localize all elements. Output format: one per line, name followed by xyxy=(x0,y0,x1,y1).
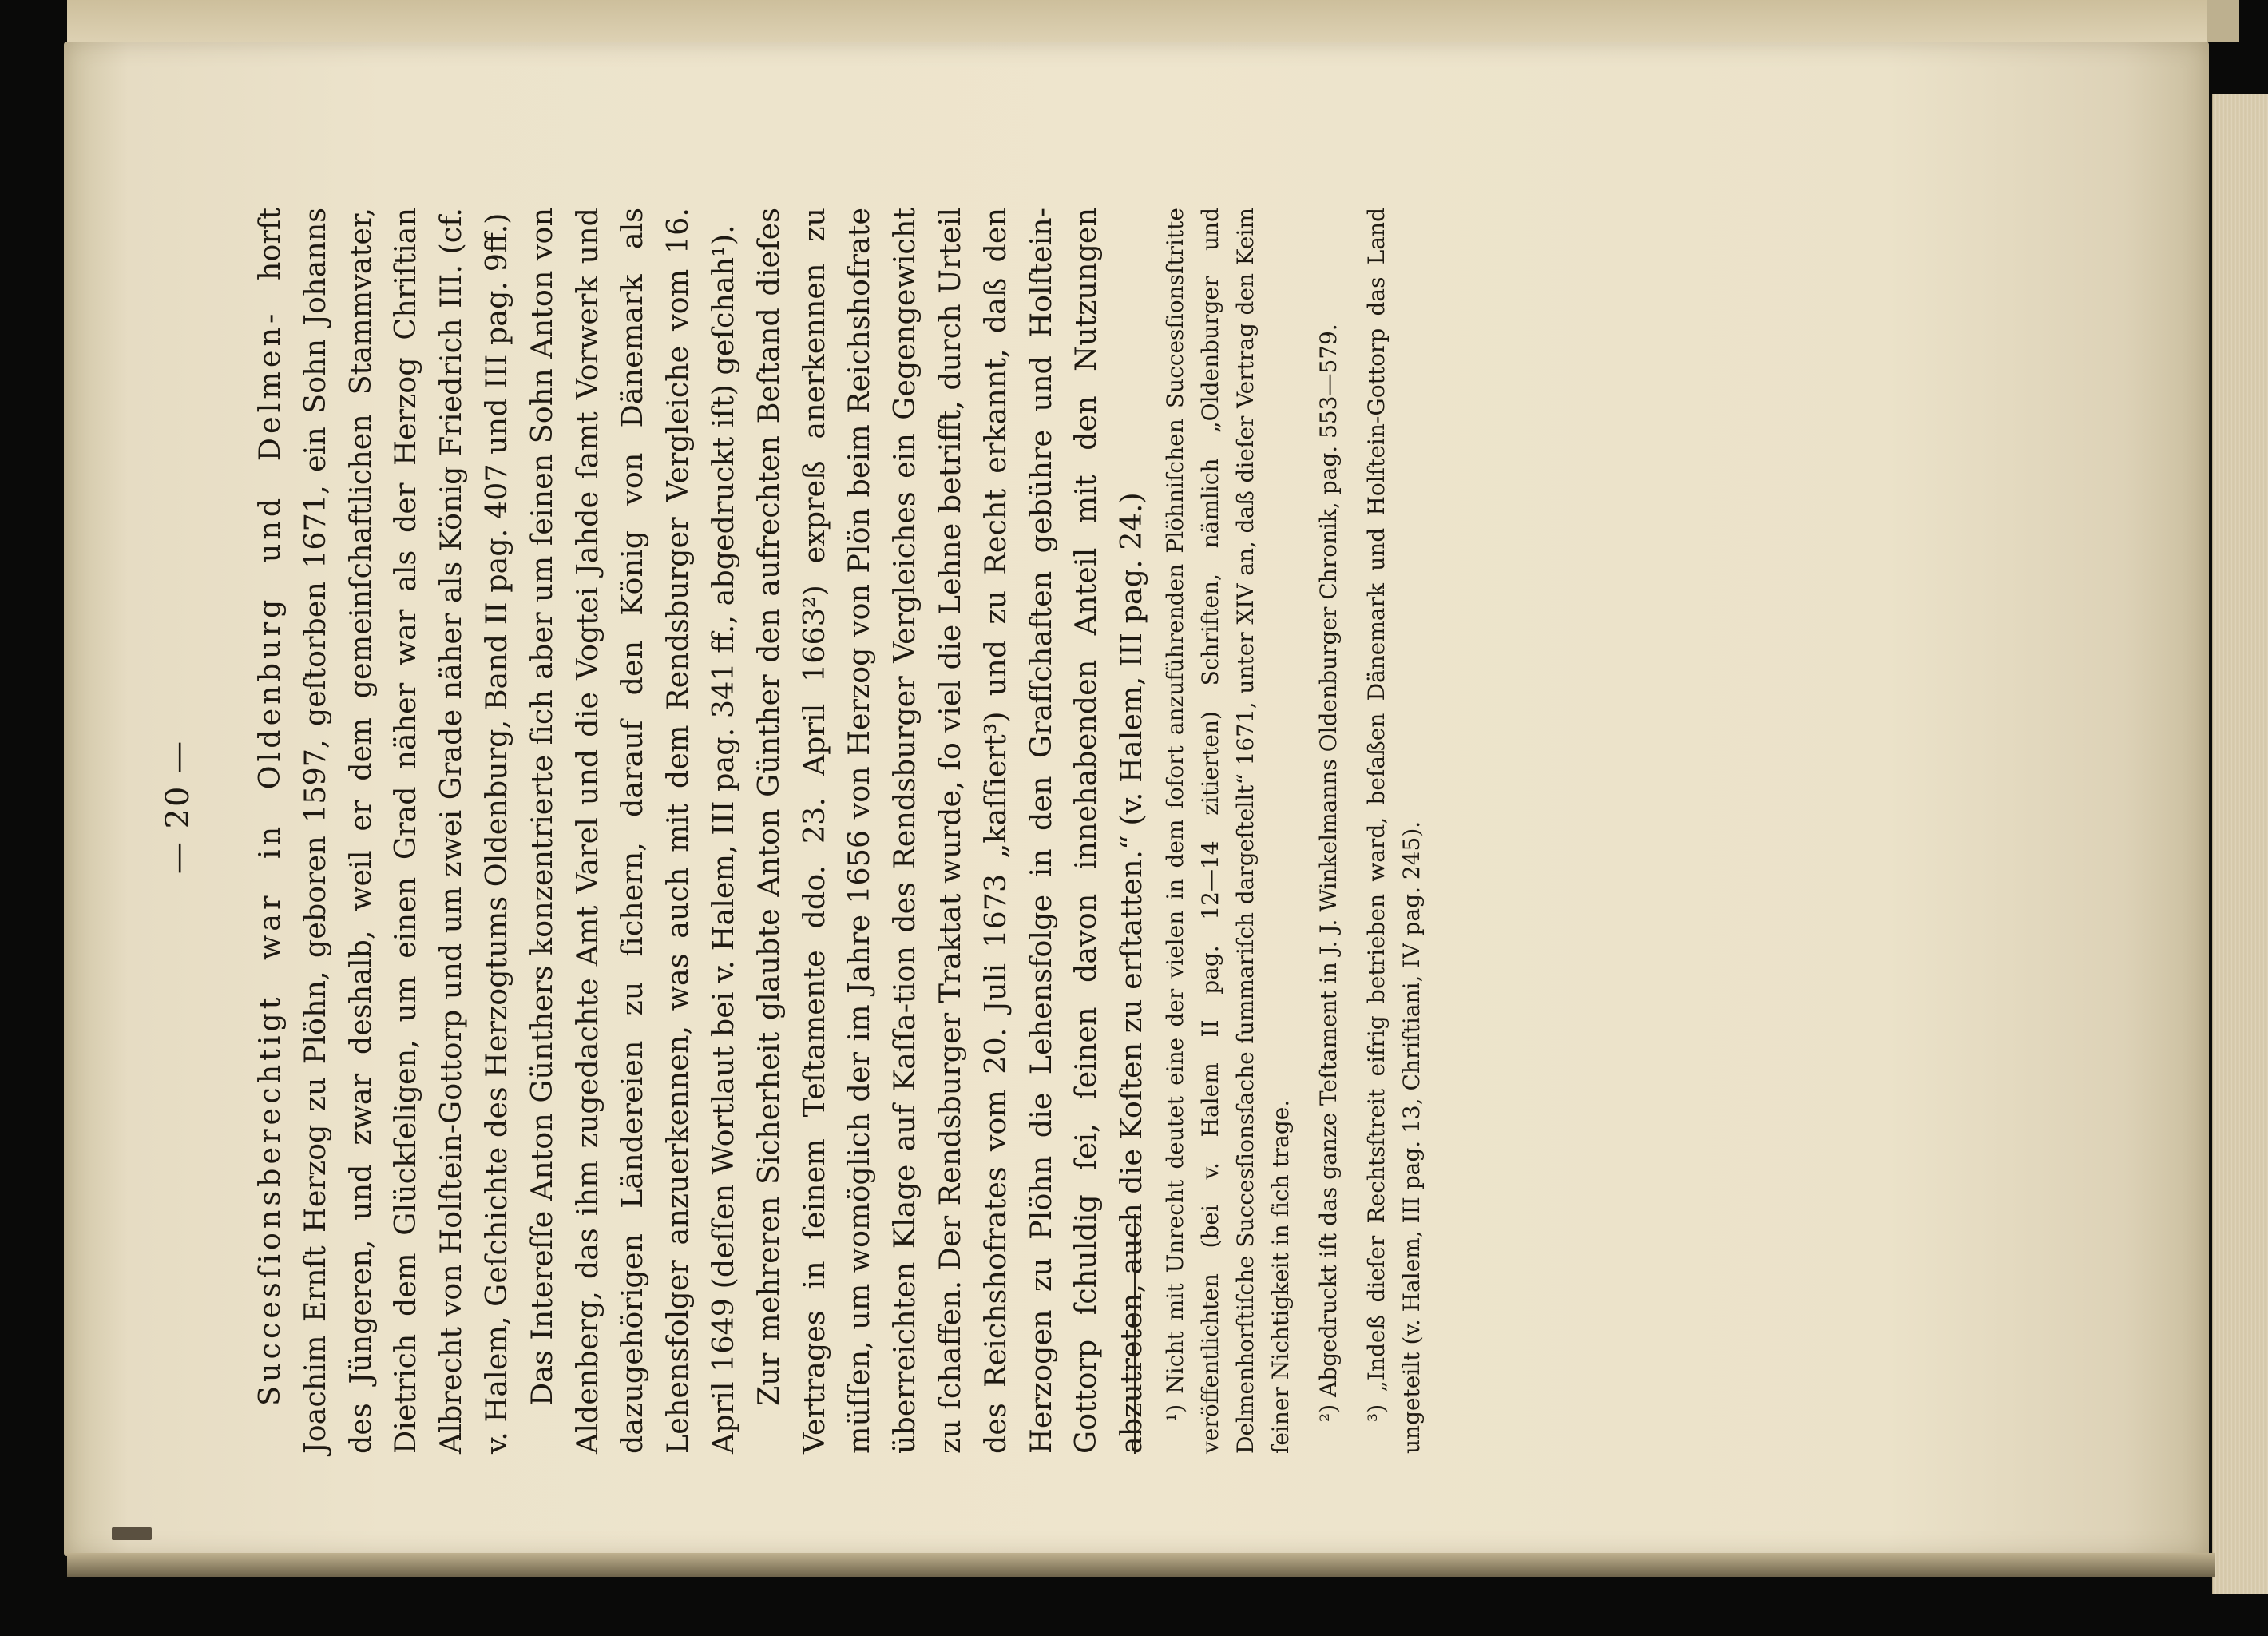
page-number: — 20 — xyxy=(160,739,196,875)
page-stack-edge xyxy=(2212,94,2268,1594)
previous-page-edge xyxy=(67,0,2207,43)
footnote-1: ¹) Nicht mit Unrecht deutet eine der vielen in dem ſofort anzuführenden Plöhniſchen Succesſionsſtritte veröffentlichten (bei v. Halem II pag. 12—14 zitierten) Schriften, nämlich „Oldenburger und Delmenhorſtiſche Succesſionsſache ſummariſch dargeſtellt“ 1671, unter XIV an, daß dieſer Vertrag den Keim ſeiner Nichtigkeit in ſich trage. xyxy=(1162,208,1294,1454)
top-corner xyxy=(2207,0,2239,42)
footnotes xyxy=(1158,208,1429,1454)
rotated-text-block xyxy=(160,104,2028,1510)
footnote-divider xyxy=(1134,1214,1136,1454)
body-text xyxy=(248,208,1155,1454)
binding-mark xyxy=(112,1527,152,1540)
footnote-2: ²) Abgedruckt iſt das ganze Teſtament in J. J. Winkelmanns Oldenburger Chronik, pag. 553—579. xyxy=(1315,324,1342,1422)
paragraph-1-text: horſt Joachim Ernſt Herzog zu Plöhn, geboren 1597, geſtorben 1671, ein Sohn Johanns des Jüngeren, und zwar deshalb, weil er dem gemeinſchaftlichen Stammvater, Dietrich dem Glückſeligen, um einen Grad näher war als der Herzog Chriſtian Albrecht von Holſtein-Gottorp und um zwei Grade näher als König Friedrich III. (cf. v. Halem, Geſchichte des Herzogtums Oldenburg, Band II pag. 407 und III pag. 9ff.) xyxy=(252,208,513,1454)
footnote-3: ³) „Indeß dieſer Rechtsſtreit eifrig betrieben ward, beſaßen Dänemark und Holſtein-Gottorp das Land ungeteilt (v. Halem, III pag. 13, Chriſtiani, IV pag. 245). xyxy=(1363,208,1425,1454)
paragraph-2: Das Intereſſe Anton Günthers konzentrierte ſich aber um ſeinen Sohn Anton von Aldenberg, das ihm zugedachte Amt Varel und die Vogtei Jahde ſamt Vorwerk und dazugehörigen Ländereien zu ſichern, darauf den König von Dänemark als Lehensfolger anzuerkennen, was auch mit dem Rendsburger Vergleiche vom 16. April 1649 (deſſen Wortlaut bei v. Halem, III pag. 341 ff., abgedruckt iſt) geſchah¹). xyxy=(524,208,740,1454)
book-spine-edge xyxy=(67,1553,2215,1577)
paragraph-1-lead: Succesſionsberechtigt war in Oldenburg und Delmen- xyxy=(252,309,287,1406)
paragraph-3: Zur mehreren Sicherheit glaubte Anton Günther den aufrechten Beſtand dieſes Vertrages in ſeinem Teſtamente ddo. 23. April 1663²) expreß anerkennen zu müſſen, um womöglich der im Jahre 1656 von Herzog von Plön beim Reichshofrate überreichten Klage auf Kaſſa-tion des Rendsburger Vergleiches ein Gegengewicht zu ſchaffen. Der Rendsburger Traktat wurde, ſo viel die Lehne betrifft, durch Urteil des Reichshofrates vom 20. Juli 1673 „kaſſiert³) und zu Recht erkannt, daß den Herzogen zu Plöhn die Lehensfolge in den Grafſchaften gebühre und Holſtein-Gottorp ſchuldig ſei, ſeinen davon innehabenden Anteil mit den Nutzungen abzutreten, auch die Koſten zu erſtatten.“ (v. Halem, III pag. 24.) xyxy=(751,208,1149,1454)
paragraph-1 xyxy=(248,208,520,1454)
